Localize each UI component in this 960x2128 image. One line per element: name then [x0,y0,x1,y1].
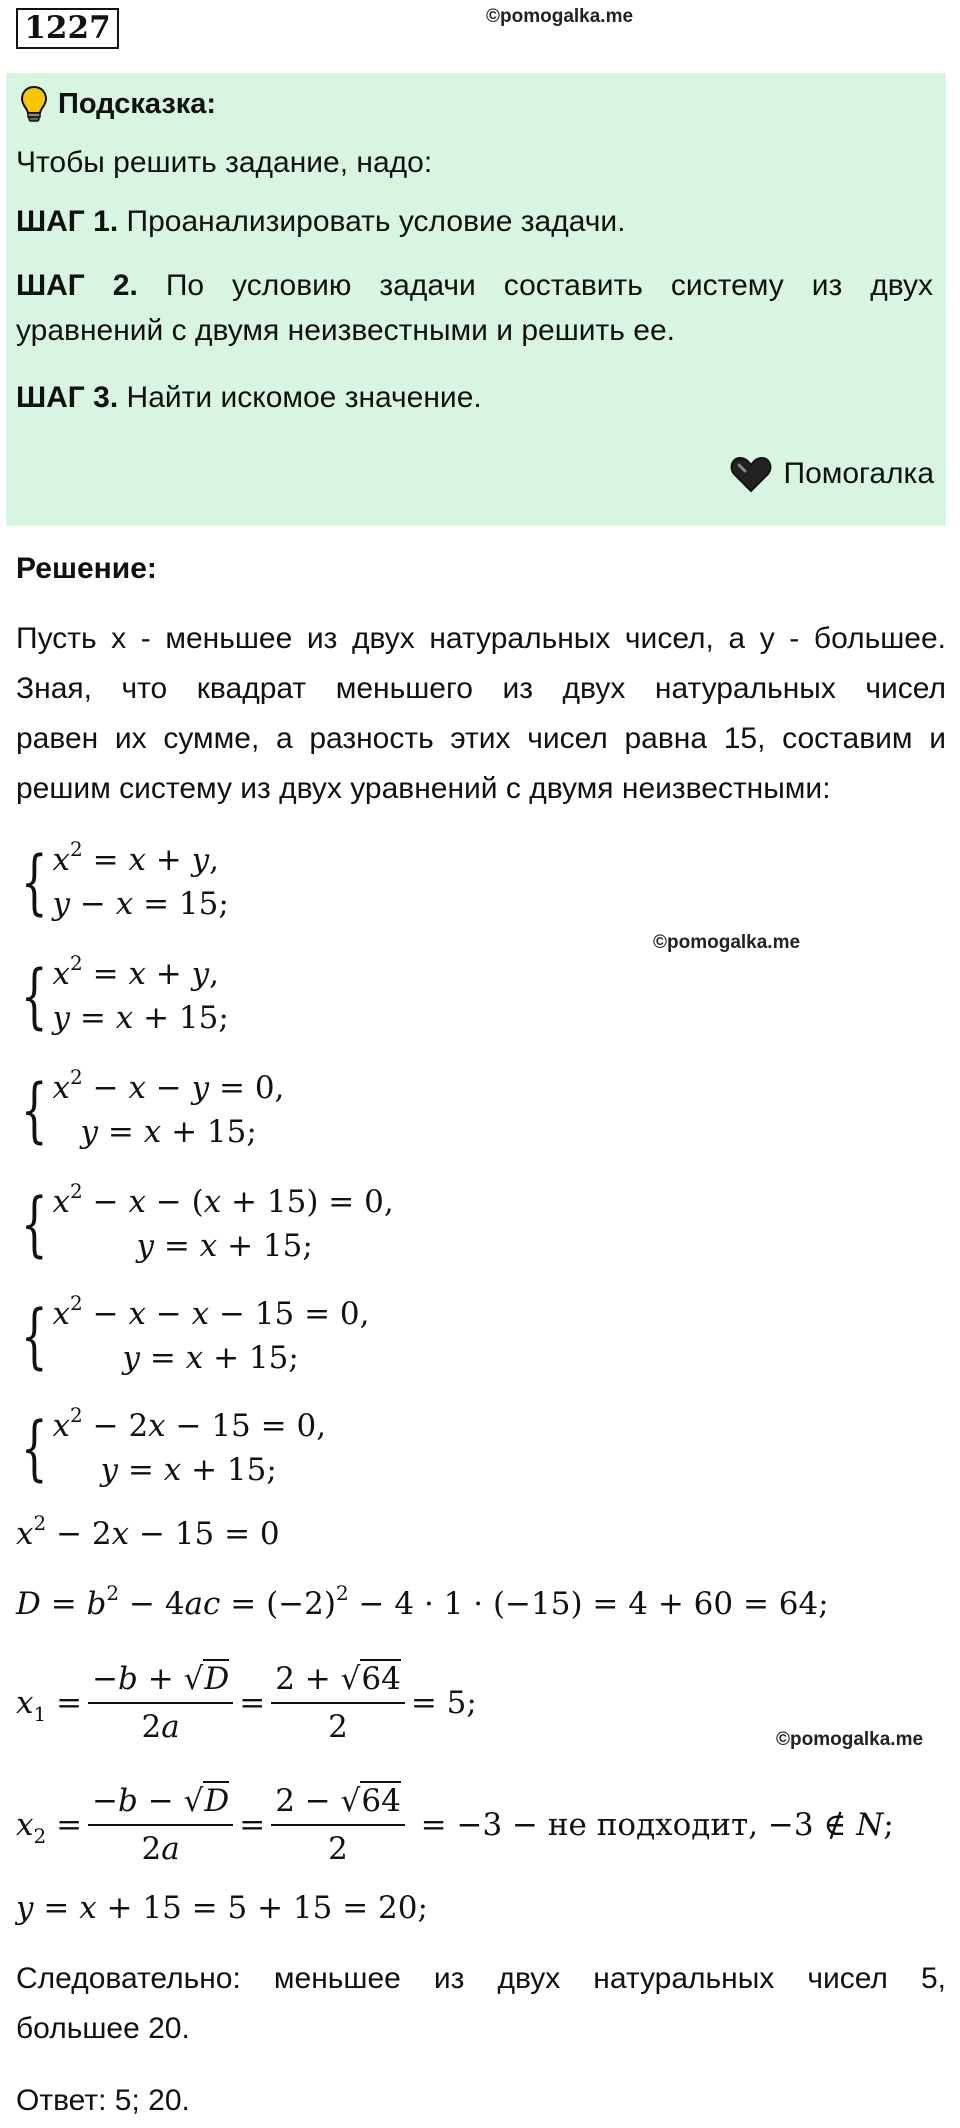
lightbulb-icon [20,85,48,123]
hint-step-2-cont: уравнений с двумя неизвестными и решить ее. [16,314,675,347]
heart-icon [730,455,772,493]
answer: Ответ: 5; 20. [16,2084,190,2117]
hint-box [6,73,946,526]
hint-title: Подсказка: [58,87,217,120]
brand [730,455,935,493]
equation-system-5: { $x^2 - x - x - 15 = 0$, y = x + 15; [20,1291,370,1377]
hint-step-3 [16,375,482,421]
task-number: 1227 [16,8,119,49]
watermark: ©pomogalka.me [486,6,634,27]
para-line: равен их сумме, а разность этих чисел равна 15, составим и [16,722,946,755]
hint-step-1 [16,199,625,245]
hint-header [20,85,216,123]
equation-system-2: { $x^2 = x + y$, y = x + 15; [20,951,229,1037]
solution-title: Решение: [16,552,157,585]
step-text: Найти искомое значение. [126,381,482,414]
para-line: Зная, что квадрат меньшего из двух натуральных чисел [16,672,946,705]
step-text: По условию задачи составить систему из двух [165,269,933,302]
brand-name: Помогалка [783,457,934,490]
equation-system-4: { $x^2 - x - (x + 15) = 0$, y = x + 15; [20,1179,394,1265]
para-line: Пусть x - меньшее из двух натуральных чисел, а y - большее. [16,622,946,655]
watermark: ©pomogalka.me [653,932,801,953]
para-line: решим систему из двух уравнений с двумя неизвестными: [16,772,831,805]
equation-system-6: { $x^2 - 2x - 15 = 0$, y = x + 15; [20,1403,327,1489]
root-x1: $x_1$ = $\frac{-b + √D}{2a}$ = $\frac{2 + √64}{2}$ = 5; [16,1661,477,1745]
equation-system-3: { $x^2 - x - y = 0$, y = x + 15; [20,1065,285,1151]
y-value: y = x + 15 = 5 + 15 = 20; [16,1890,428,1926]
conclusion [16,1954,946,2054]
conclusion-line: большее 20. [16,2012,190,2045]
step-label: ШАГ 1. [16,205,119,238]
root-x2: $x_2$ = $\frac{-b - √D}{2a}$ = $\frac{2 - √64}{2}$ = −3 − не подходит , −3 ∉ N; [16,1783,894,1867]
hint-step-2 [16,263,933,309]
step-label: ШАГ 2. [16,269,138,302]
watermark: ©pomogalka.me [776,1729,924,1750]
step-text: Проанализировать условие задачи. [126,205,626,238]
discriminant: $D = b^2 - 4ac = (-2)^2 - 4 \cdot 1 \cdot (-15) = 4 + 60 = 64$; [16,1581,829,1622]
equation-system-1: { $x^2 = x + y$, y − x = 15; [20,837,229,923]
step-label: ШАГ 3. [16,381,119,414]
hint-intro: Чтобы решить задание, надо: [16,146,433,179]
not-fit-text: не подходит [547,1807,749,1843]
conclusion-line: Следовательно: меньшее из двух натуральных чисел 5, [16,1962,946,1995]
quadratic-equation: $x^2 - 2x - 15 = 0$ [16,1511,280,1552]
solution-intro [16,614,946,814]
